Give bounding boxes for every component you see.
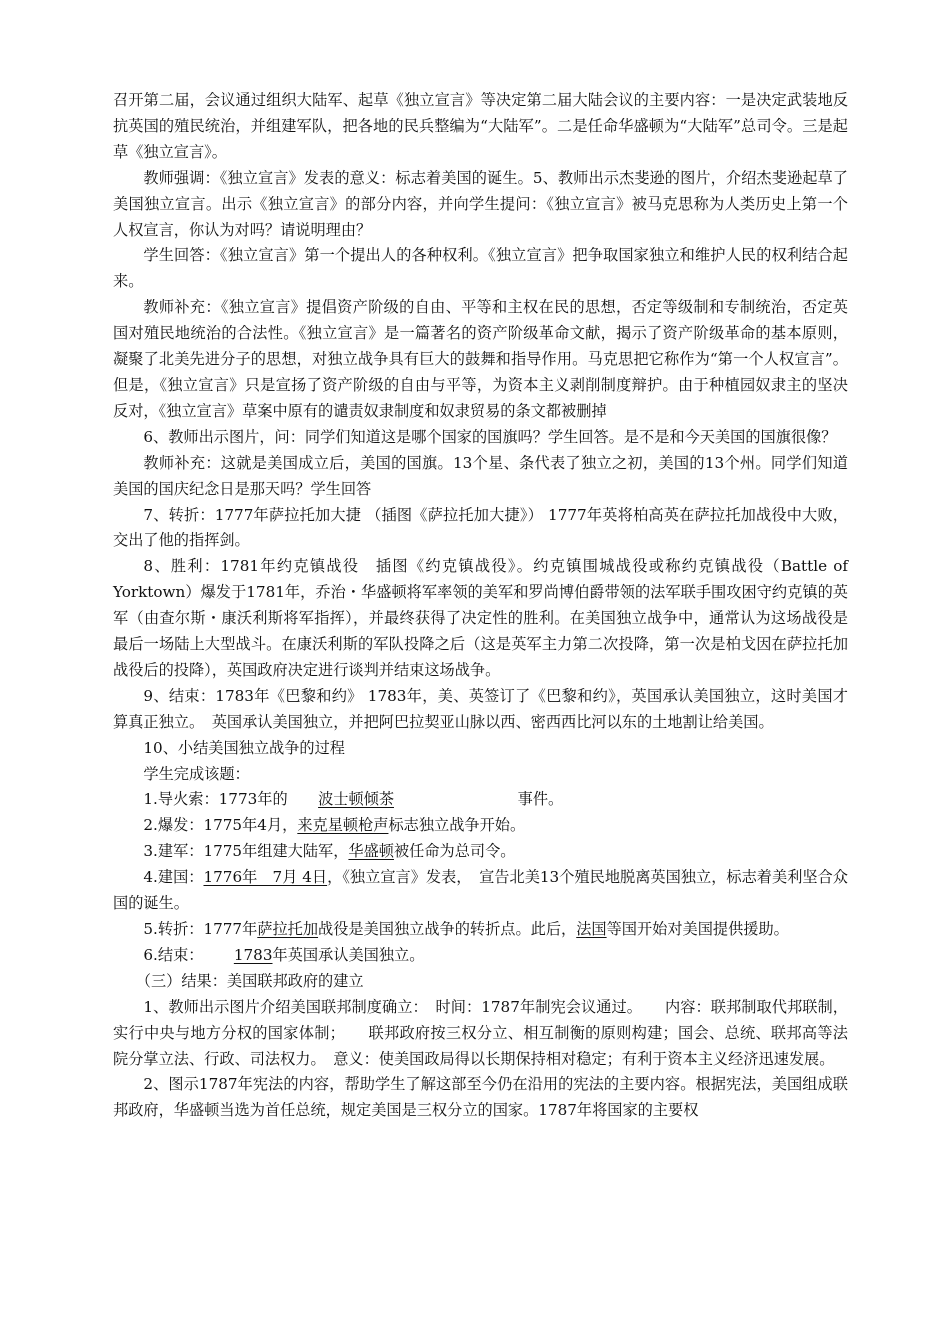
paragraph-continental-congress: 召开第二届，会议通过组织大陆军、起草《独立宣言》等决定第二届大陆会议的主要内容：一是决定武装地反抗英国的殖民统治，并组建军队，把各地的民兵整编为“大陆军”。二是任命华盛顿为“大陆军”总司令。三是起草《独立宣言》。 (113, 91, 848, 161)
exercise-item-6 (113, 943, 848, 969)
exercise-text: 6.结束： (143, 945, 204, 964)
exercise-text: 战役是美国独立战争的转折点。此后， (318, 920, 577, 938)
exercise-item-1 (113, 787, 848, 813)
exercise-text: 标志独立战争开始。 (388, 816, 526, 835)
exercise-item-3 (113, 839, 848, 865)
exercise-answer: 华盛顿 (348, 842, 394, 861)
exercise-text: 2.爆发：1775年4月， (143, 816, 298, 835)
exercise-text: 4.建国： (143, 868, 204, 887)
exercise-answer: 来克星顿枪声 (297, 816, 389, 835)
document-page (113, 88, 848, 1124)
paragraph-turning-point: 7、转折：1777年萨拉托加大捷 （插图《萨拉托加大捷》） 1777年英将柏高英在萨拉托加战役中大败，交出了他的指挥剑。 (113, 505, 848, 550)
exercise-answer: 法国 (576, 920, 607, 938)
exercise-text: 等国开始对美国提供援助。 (606, 920, 789, 938)
paragraph-teacher-supplement: 教师补充：《独立宣言》提倡资产阶级的自由、平等和主权在民的思想，否定等级制和专制统治，否定英国对殖民地统治的合法性。《独立宣言》是一篇著名的资产阶级革命文献，揭示了资产阶级革命的基本原则，凝聚了北美先进分子的思想，对独立战争具有巨大的鼓舞和指导作用。马克思把它称作为“第一个人权宣言”。但是，《独立宣言》只是宣扬了资产阶级的自由与平等，为资本主义剥削制度辩护。由于种植园奴隶主的坚决反对，《独立宣言》草案中原有的谴责奴隶制度和奴隶贸易的条文都被删掉 (113, 298, 848, 420)
exercise-text: 年英国承认美国独立。 (272, 945, 425, 964)
exercise-text: 5.转折：1777年 (143, 920, 258, 938)
paragraph-flag-supplement: 教师补充：这就是美国成立后，美国的国旗。13个星、条代表了独立之初，美国的13个州。同学们知道美国的国庆纪念日是那天吗？学生回答 (113, 453, 848, 498)
exercise-text: 3.建军：1775年组建大陆军， (143, 842, 349, 861)
paragraph-student-answer: 学生回答：《独立宣言》第一个提出人的各种权利。《独立宣言》把争取国家独立和维护人民的权利结合起来。 (113, 246, 848, 291)
exercise-answer: 波士顿倾茶 (318, 790, 394, 809)
exercise-answer: 萨拉托加 (257, 920, 319, 938)
exercise-item-4 (113, 865, 848, 917)
paragraph-summary-heading: 10、小结美国独立战争的过程 (143, 738, 345, 757)
section-heading-result: （三）结果：美国联邦政府的建立 (135, 971, 364, 990)
exercise-answer: 1783 (233, 945, 273, 964)
paragraph-treaty-of-paris: 9、结束：1783年《巴黎和约》 1783年，美、英签订了《巴黎和约》，英国承认美国独立，这时美国才算真正独立。 英国承认美国独立，并把阿巴拉契亚山脉以西、密西西比河以东的土地割让给美国。 (113, 686, 848, 731)
exercise-item-2 (113, 813, 848, 839)
exercise-item-5 (113, 917, 848, 943)
exercise-text: 事件。 (517, 790, 564, 809)
paragraph-teacher-emphasis: 教师强调：《独立宣言》发表的意义：标志着美国的诞生。5、教师出示杰斐逊的图片，介绍杰斐逊起草了美国独立宣言。出示《独立宣言》的部分内容，并向学生提问：《独立宣言》被马克思称为人类历史上第一个人权宣言，你认为对吗？请说明理由？ (113, 168, 848, 239)
exercise-text: 被任命为总司令。 (393, 842, 516, 861)
paragraph-federal-system: 1、教师出示图片介绍美国联邦制度确立： 时间：1787年制宪会议通过。 内容：联邦制取代邦联制，实行中央与地方分权的国家体制； 联邦政府按三权分立、相互制衡的原则构建；国会、总统、联邦高等法院分掌立法、行政、司法权力。 意义：使美国政局得以长期保持相对稳定；有利于资本主义经济迅速发展。 (113, 997, 848, 1068)
paragraph-constitution-1787: 2、图示1787年宪法的内容，帮助学生了解这部至今仍在沿用的宪法的主要内容。根据宪法，美国组成联邦政府，华盛顿当选为首任总统，规定美国是三权分立的国家。1787年将国家的主要权 (113, 1075, 848, 1120)
exercise-answer: 1776年 7月 4日 (203, 868, 328, 887)
paragraph-victory-yorktown: 8、胜利：1781年约克镇战役 插图《约克镇战役》。约克镇围城战役或称约克镇战役（Battle of Yorktown）爆发于1781年，乔治・华盛顿将军率领的美军和罗尚博伯爵带领的法军联手围攻困守约克镇的英军（由查尔斯・康沃利斯将军指挥），并最终获得了决定性的胜利。在美国独立战争中，通常认为这场战役是最后一场陆上大型战斗。在康沃利斯的军队投降之后（这是英军主力第二次投降，第一次是柏戈因在萨拉托加战役后的投降），英国政府决定进行谈判并结束这场战争。 (113, 557, 848, 679)
exercise-text: ，《独立宣言》发表， 宣告北美13个殖民地脱离英国独立，标志着美利坚合众国的诞生。 (113, 868, 848, 913)
exercise-text: 1.导火索：1773年的 (143, 790, 288, 809)
paragraph-flag-question: 6、教师出示图片，问：同学们知道这是哪个国家的国旗吗？学生回答。是不是和今天美国的国旗很像？ (143, 427, 837, 446)
paragraph-exercise-intro: 学生完成该题： (143, 764, 250, 783)
